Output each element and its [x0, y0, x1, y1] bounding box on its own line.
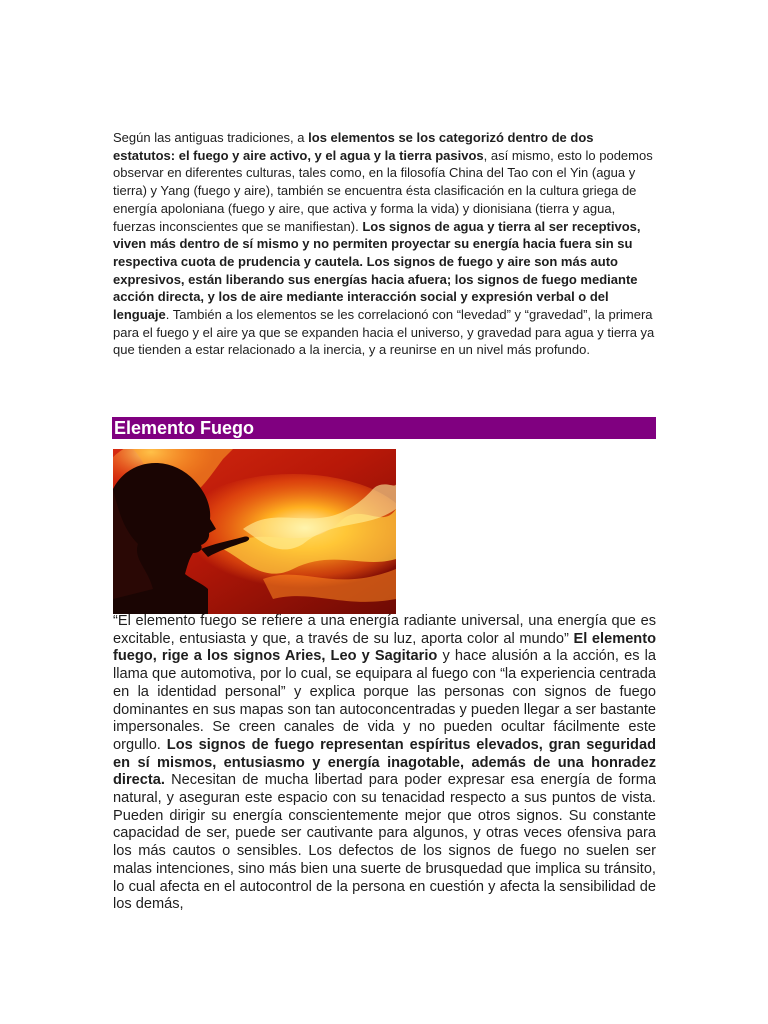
intro-text-1: Según las antiguas tradiciones, a	[113, 130, 309, 145]
intro-paragraph	[113, 129, 658, 359]
woman-blowing-fire-image	[113, 449, 396, 614]
fire-bold-1: El elemento fuego, rige a los signos Aries, Leo y Sagitario	[113, 630, 656, 665]
intro-bold-2: Los signos de agua y tierra al ser receptivos, viven más dentro de sí mismo y no permiten proyectar su energía hacia fuera sin su respectiva cuota de prudencia y cautela. Los signos de fuego y aire son más auto expresivos, están liberando sus energías hacia afuera; los signos de fuego mediante acción directa, y los de aire mediante interacción social y expresión verbal o del lenguaje	[113, 218, 641, 323]
fire-element-paragraph	[113, 613, 656, 914]
intro-bold-1: los elementos se los categorizó dentro de dos estatutos: el fuego y aire activo, y el agua y la tierra pasivos	[113, 130, 594, 163]
section-heading-fire: Elemento Fuego	[112, 417, 656, 439]
fire-bold-2: Los signos de fuego representan espíritus elevados, gran seguridad en sí mismos, entusiasmo y energía inagotable, además de una honradez directa.	[113, 736, 657, 789]
fire-text-2: y hace alusión a la acción, es la llama que automotiva, por lo cual, se equipara al fuego con “la experiencia centrada en la identidad personal” y explica porque las personas con signos de fuego dominantes en sus mapas son tan autoconcentradas y pueden llegar a ser bastante impersonales. Se creen canales de vida y no pueden ocultar fácilmente este orgullo.	[113, 648, 656, 753]
fire-text-3: Necesitan de mucha libertad para poder expresar esa energía de forma natural, y aseguran este espacio con su tenacidad respecto a sus puntos de vista. Pueden dirigir su energía conscientemente mejor que otros signos. Su constante capacidad de ser, puede ser cautivante para algunos, y otras veces ofensiva para los más cautos o sensibles. Los defectos de los signos de fuego no suelen ser malas intenciones, sino más bien una suerte de brusquedad que implica su tránsito, lo cual afecta en el autocontrol de la persona en cuestión y afecta la sensibilidad de los demás,	[113, 772, 656, 913]
intro-text-2: , así mismo, esto lo podemos observar en diferentes culturas, tales como, en la filosofía China del Tao con el Yin (agua y tierra) y Yang (fuego y aire), también se encuentra ésta clasificación en la cultura griega de energía apoloniana (fuego y aire, que activa y forma la vida) y dionisiana (tierra y agua, fuerzas inconscientes que se manifiestan).	[113, 147, 653, 234]
fire-text-1: “El elemento fuego se refiere a una energía radiante universal, una energía que es excitable, entusiasta y que, a través de su luz, aporta color al mundo”	[113, 613, 656, 647]
intro-text-3: . También a los elementos se les correlacionó con “levedad” y “gravedad”, la primera para el fuego y el aire ya que se expanden hacia el universo, y gravedad para agua y tierra ya que tienden a estar relacionado a la inercia, y a reunirse en un nivel más profundo.	[113, 307, 655, 358]
